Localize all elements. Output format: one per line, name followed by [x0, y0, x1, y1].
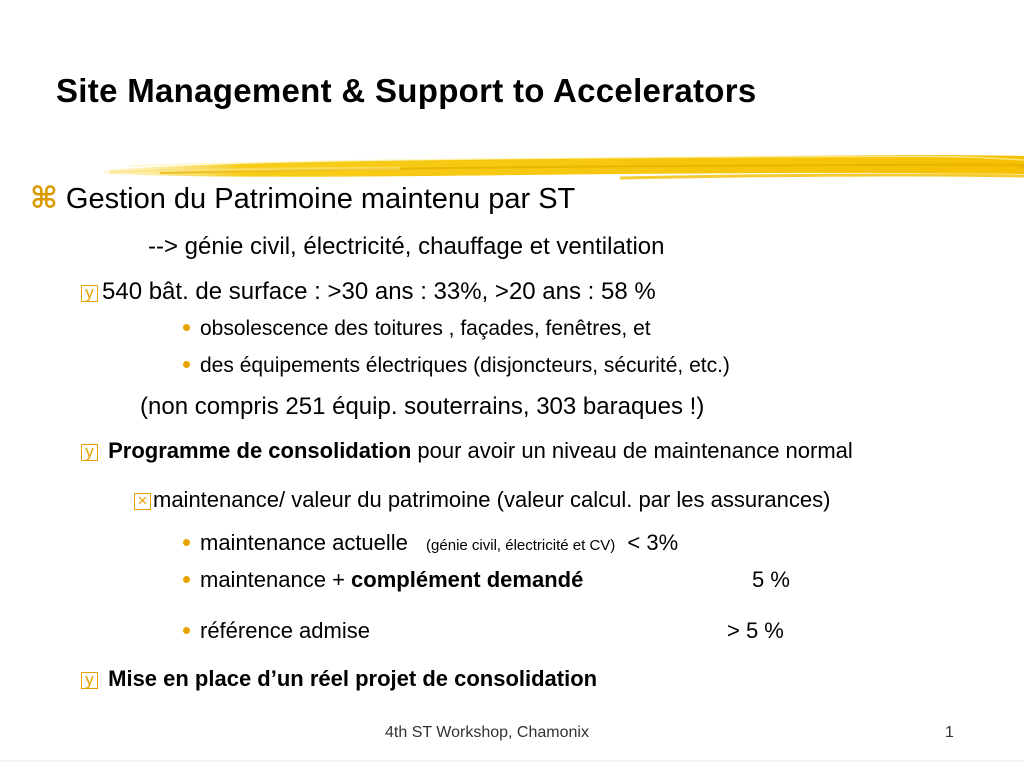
- mise-en-place-text: Mise en place d’un réel projet de consolidation: [108, 666, 598, 691]
- level1-item: [30, 181, 575, 216]
- list-item: [183, 618, 370, 644]
- programme-item: [81, 438, 853, 464]
- page-number: 1: [945, 724, 954, 741]
- list-item: [183, 530, 678, 556]
- command-icon: ⌘: [30, 182, 58, 215]
- maintenance-ratio-item: [134, 487, 830, 513]
- item-value: < 3%: [627, 530, 679, 555]
- buildings-item: [81, 278, 656, 306]
- item-bold: complément demandé: [351, 567, 584, 592]
- list-item: [183, 567, 583, 593]
- programme-rest: pour avoir un niveau de maintenance normal: [411, 438, 853, 463]
- item-label: maintenance actuelle: [200, 530, 408, 555]
- checkbox-y-icon: y: [81, 672, 98, 689]
- dot-bullet-icon: [183, 627, 190, 634]
- footer-divider: [0, 760, 1024, 762]
- footer-text: 4th ST Workshop, Chamonix: [385, 724, 589, 741]
- item-value: 5 %: [752, 567, 790, 592]
- dot-bullet-icon: [183, 324, 190, 331]
- arrow-line: --> génie civil, électricité, chauffage et ventilation: [148, 233, 665, 260]
- checkbox-y-icon: y: [81, 444, 98, 461]
- item-label: référence admise: [200, 618, 370, 643]
- item-label: maintenance +: [200, 567, 352, 592]
- slide-title: Site Management & Support to Accelerators: [56, 72, 757, 109]
- maintenance-ratio-text: maintenance/ valeur du patrimoine (valeur calcul. par les assurances): [153, 487, 831, 512]
- sub-item-text: obsolescence des toitures , façades, fenêtres, et: [200, 317, 651, 340]
- buildings-text: 540 bât. de surface : >30 ans : 33%, >20 ans : 58 %: [102, 278, 656, 305]
- level1-text: Gestion du Patrimoine maintenu par ST: [65, 183, 576, 215]
- list-item: [183, 317, 651, 341]
- item-small-note: (génie civil, électricité et CV): [426, 537, 616, 554]
- buildings-note: (non compris 251 équip. souterrains, 303 baraques !): [140, 393, 705, 420]
- item-value: > 5 %: [727, 618, 784, 643]
- dot-bullet-icon: [183, 361, 190, 368]
- programme-bold: Programme de consolidation: [108, 438, 412, 463]
- dot-bullet-icon: [183, 539, 190, 546]
- checkbox-y-icon: y: [81, 285, 98, 302]
- sub-item-text: des équipements électriques (disjoncteurs, sécurité, etc.): [200, 354, 730, 377]
- mise-en-place-item: [81, 666, 597, 692]
- checkbox-x-icon: ×: [134, 493, 151, 510]
- dot-bullet-icon: [183, 576, 190, 583]
- list-item: [183, 354, 730, 378]
